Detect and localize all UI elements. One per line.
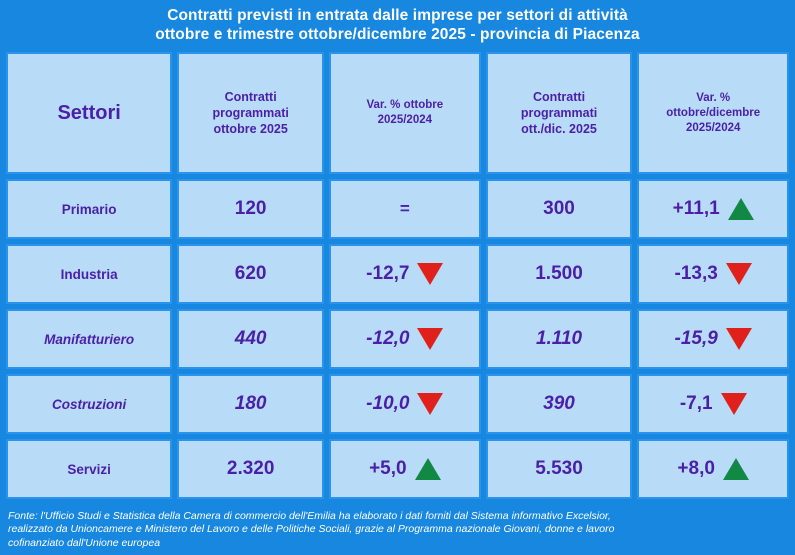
- row-contracts-october-cell: [177, 374, 324, 434]
- row-var-quarter-cell: [637, 179, 789, 239]
- source-note: [0, 506, 795, 555]
- table-row: [6, 244, 789, 304]
- var-quarter-value: +8,0: [677, 458, 715, 479]
- var-october-value: -10,0: [366, 393, 410, 414]
- header-line: Var. %: [696, 91, 731, 104]
- data-table: [6, 52, 789, 499]
- title-line-1: Contratti previsti in entrata dalle imprese per settori di attività: [167, 7, 628, 24]
- triangle-up-icon: [723, 458, 749, 480]
- row-var-quarter-cell: [637, 244, 789, 304]
- header-line: 2025/2024: [377, 114, 433, 126]
- var-quarter-value: -15,9: [674, 328, 718, 349]
- triangle-down-icon: [417, 393, 443, 415]
- row-var-october-cell: [329, 179, 481, 239]
- row-contracts-quarter-cell: [486, 439, 633, 499]
- contracts-october-value: 620: [234, 263, 267, 284]
- table-row: [6, 374, 789, 434]
- var-october-value: =: [399, 199, 410, 218]
- row-sector-cell: [6, 179, 172, 239]
- sector-label: Servizi: [67, 461, 111, 477]
- contracts-quarter-value: 1.500: [535, 263, 583, 284]
- row-contracts-quarter-cell: [486, 374, 633, 434]
- sector-label: Manifatturiero: [44, 331, 135, 347]
- triangle-up-icon: [728, 198, 754, 220]
- row-var-october-cell: [329, 439, 481, 499]
- triangle-down-icon: [726, 263, 752, 285]
- header-label-sectors: Settori: [57, 101, 121, 124]
- triangle-down-icon: [417, 263, 443, 285]
- triangle-down-icon: [417, 328, 443, 350]
- triangle-up-icon: [415, 458, 441, 480]
- sector-label: Costruzioni: [52, 396, 127, 412]
- row-contracts-october-cell: [177, 244, 324, 304]
- var-october-value: -12,0: [366, 328, 410, 349]
- source-note-text: Fonte: l'Ufficio Studi e Statistica della Camera di commercio dell'Emilia ha elaborato i dati forniti dal Sistema informativo Excelsior,: [8, 509, 611, 522]
- row-sector-cell: [6, 439, 172, 499]
- header-line: programmati: [212, 106, 289, 120]
- row-contracts-october-cell: [177, 309, 324, 369]
- row-contracts-quarter-cell: [486, 244, 633, 304]
- title-line-2: ottobre e trimestre ottobre/dicembre 2025 - provincia di Piacenza: [155, 26, 640, 43]
- contracts-october-value: 120: [234, 198, 267, 219]
- row-var-october-cell: [329, 244, 481, 304]
- table-row: [6, 179, 789, 239]
- row-contracts-october-cell: [177, 439, 324, 499]
- sector-label: Primario: [61, 201, 117, 217]
- triangle-down-icon: [721, 393, 747, 415]
- header-cell-contracts-october: [177, 52, 324, 174]
- source-note-line: [8, 510, 787, 524]
- row-contracts-quarter-cell: [486, 179, 633, 239]
- table-header-row: [6, 52, 789, 174]
- contracts-october-value: 440: [234, 328, 267, 349]
- header-cell-contracts-quarter: [486, 52, 633, 174]
- header-line: Contratti: [224, 90, 277, 104]
- source-note-line: [8, 523, 787, 537]
- contracts-quarter-value: 300: [543, 198, 575, 219]
- row-sector-cell: [6, 309, 172, 369]
- header-line: ottobre/dicembre: [666, 106, 761, 119]
- contracts-quarter-value: 1.110: [535, 328, 583, 349]
- var-quarter-value: -13,3: [674, 263, 718, 284]
- row-var-quarter-cell: [637, 374, 789, 434]
- contracts-october-value: 180: [234, 393, 267, 414]
- row-var-october-cell: [329, 309, 481, 369]
- var-quarter-value: +11,1: [672, 198, 720, 219]
- header-cell-var-quarter: [637, 52, 789, 174]
- table-row: [6, 309, 789, 369]
- contracts-quarter-value: 5.530: [535, 458, 583, 479]
- header-line: 2025/2024: [686, 121, 741, 134]
- var-quarter-value: -7,1: [679, 393, 713, 414]
- var-october-value: +5,0: [369, 458, 407, 479]
- header-line: Contratti: [532, 90, 586, 104]
- row-contracts-october-cell: [177, 179, 324, 239]
- row-var-quarter-cell: [637, 439, 789, 499]
- row-sector-cell: [6, 374, 172, 434]
- row-contracts-quarter-cell: [486, 309, 633, 369]
- header-line: ott./dic. 2025: [521, 122, 597, 136]
- triangle-down-icon: [726, 328, 752, 350]
- header-line: Var. % ottobre: [366, 99, 444, 111]
- row-var-october-cell: [329, 374, 481, 434]
- sector-label: Industria: [60, 266, 118, 282]
- contracts-quarter-value: 390: [543, 393, 575, 414]
- source-note-text: realizzato da Unioncamere e Ministero del Lavoro e delle Politiche Sociali, grazie al Programma nazionale Giovani, donne e lavoro: [8, 523, 615, 535]
- table-row: [6, 439, 789, 499]
- row-var-quarter-cell: [637, 309, 789, 369]
- header-line: ottobre 2025: [213, 122, 288, 136]
- source-note-line: [8, 537, 787, 551]
- var-october-value: -12,7: [366, 263, 410, 284]
- source-note-text: cofinanziato dall'Unione europea: [8, 536, 161, 549]
- row-sector-cell: [6, 244, 172, 304]
- header-line: programmati: [520, 106, 598, 120]
- header-cell-sectors: [6, 52, 172, 174]
- header-cell-var-october: [329, 52, 481, 174]
- page-title: [0, 0, 795, 52]
- contracts-october-value: 2.320: [226, 458, 275, 479]
